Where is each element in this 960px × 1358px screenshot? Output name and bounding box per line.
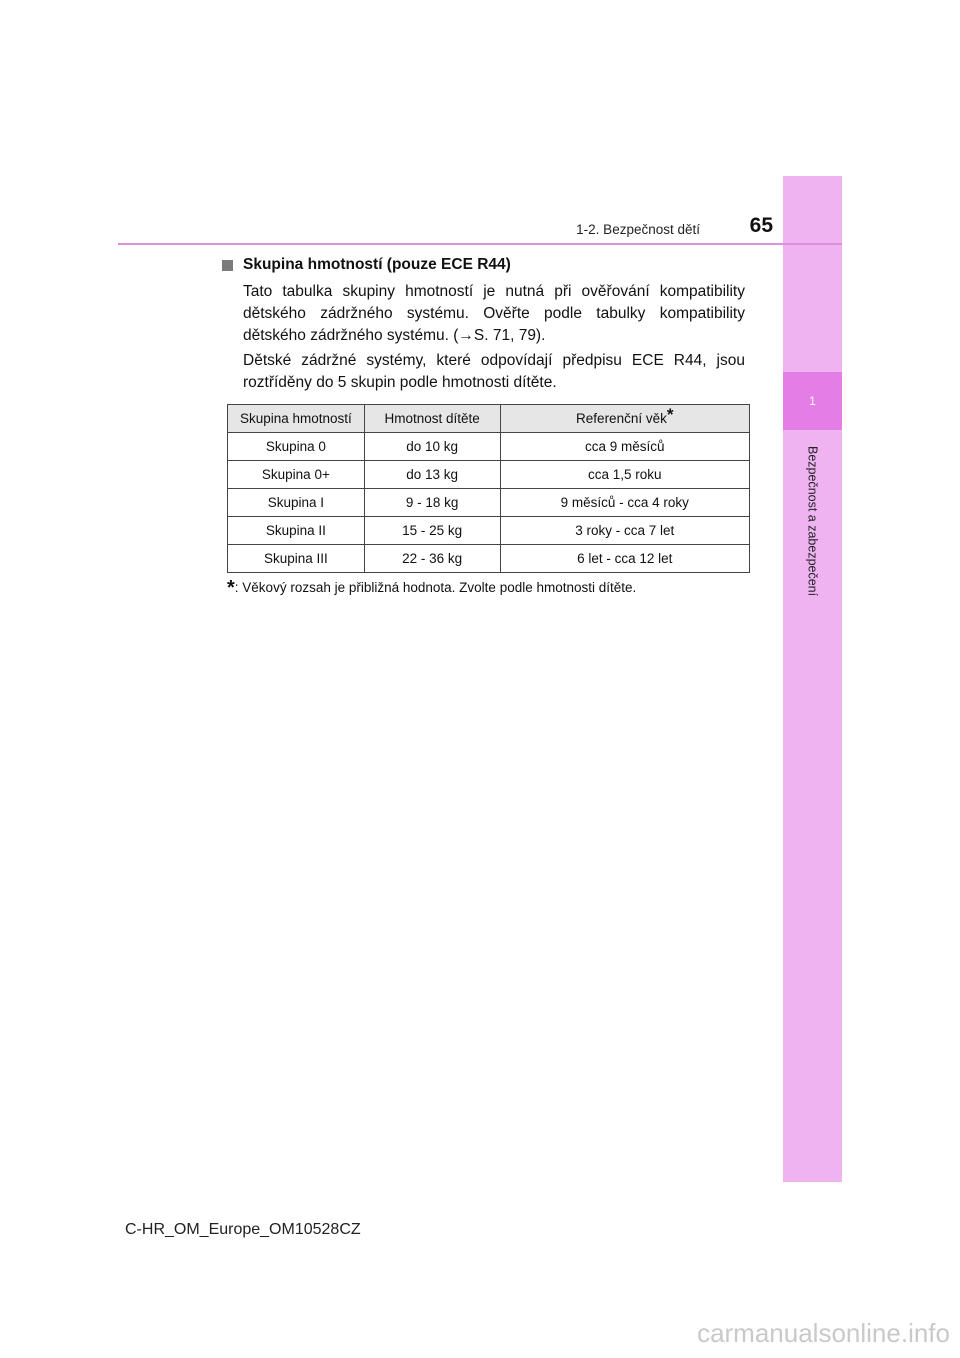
table-cell: 9 - 18 kg (364, 489, 500, 517)
footnote-text: : Věkový rozsah je přibližná hodnota. Zvolte podle hmotnosti dítěte. (234, 580, 637, 595)
bullet-square-icon (222, 260, 233, 271)
table-row (228, 489, 750, 517)
table-cell: cca 1,5 roku (500, 461, 749, 489)
table-cell: Skupina III (228, 545, 365, 573)
header-reference-age (500, 405, 749, 433)
header-weight-group: Skupina hmotností (228, 405, 365, 433)
table-cell: Skupina I (228, 489, 365, 517)
table-cell: 9 měsíců - cca 4 roky (500, 489, 749, 517)
header-reference-age-text: Referenční věk (576, 411, 667, 426)
chapter-title: Bezpečnost a zabezpečení (805, 446, 820, 597)
table-header-row (228, 405, 750, 433)
header-divider (118, 243, 842, 245)
section-heading (222, 256, 511, 274)
table-row (228, 545, 750, 573)
table-cell: Skupina 0 (228, 433, 365, 461)
table-cell: Skupina II (228, 517, 365, 545)
table-cell: do 10 kg (364, 433, 500, 461)
table-cell: do 13 kg (364, 461, 500, 489)
table-cell: 3 roky - cca 7 let (500, 517, 749, 545)
age-footnote (227, 577, 636, 600)
table-row (228, 433, 750, 461)
watermark: carmanualsonline.info (697, 1318, 950, 1348)
chapter-side-tab (783, 176, 842, 1182)
table-cell: Skupina 0+ (228, 461, 365, 489)
table-cell: cca 9 měsíců (500, 433, 749, 461)
paragraph-compatibility: Tato tabulka skupiny hmotností je nutná při ověřování kompatibility dětského zádržného systému. Ověřte podle tabulky kompatibility dětského zádržného systému. (→S. 71, 79). (243, 283, 745, 344)
section-title: 1-2. Bezpečnost dětí (576, 222, 700, 237)
header-child-weight: Hmotnost dítěte (364, 405, 500, 433)
heading-text: Skupina hmotností (pouze ECE R44) (243, 256, 511, 273)
table-cell: 15 - 25 kg (364, 517, 500, 545)
weight-group-table (227, 404, 750, 573)
document-code: C-HR_OM_Europe_OM10528CZ (125, 1221, 361, 1238)
table-cell: 6 let - cca 12 let (500, 545, 749, 573)
table-row (228, 461, 750, 489)
page-number: 65 (749, 214, 773, 237)
asterisk-marker: * (666, 405, 674, 424)
table-row (228, 517, 750, 545)
paragraph-groups: Dětské zádržné systémy, které odpovídají předpisu ECE R44, jsou roztříděny do 5 skupin podle hmotnosti dítěte. (243, 352, 745, 391)
footnote-asterisk: * (227, 577, 235, 599)
chapter-number: 1 (783, 372, 842, 430)
table-cell: 22 - 36 kg (364, 545, 500, 573)
chapter-title-container (783, 446, 842, 656)
